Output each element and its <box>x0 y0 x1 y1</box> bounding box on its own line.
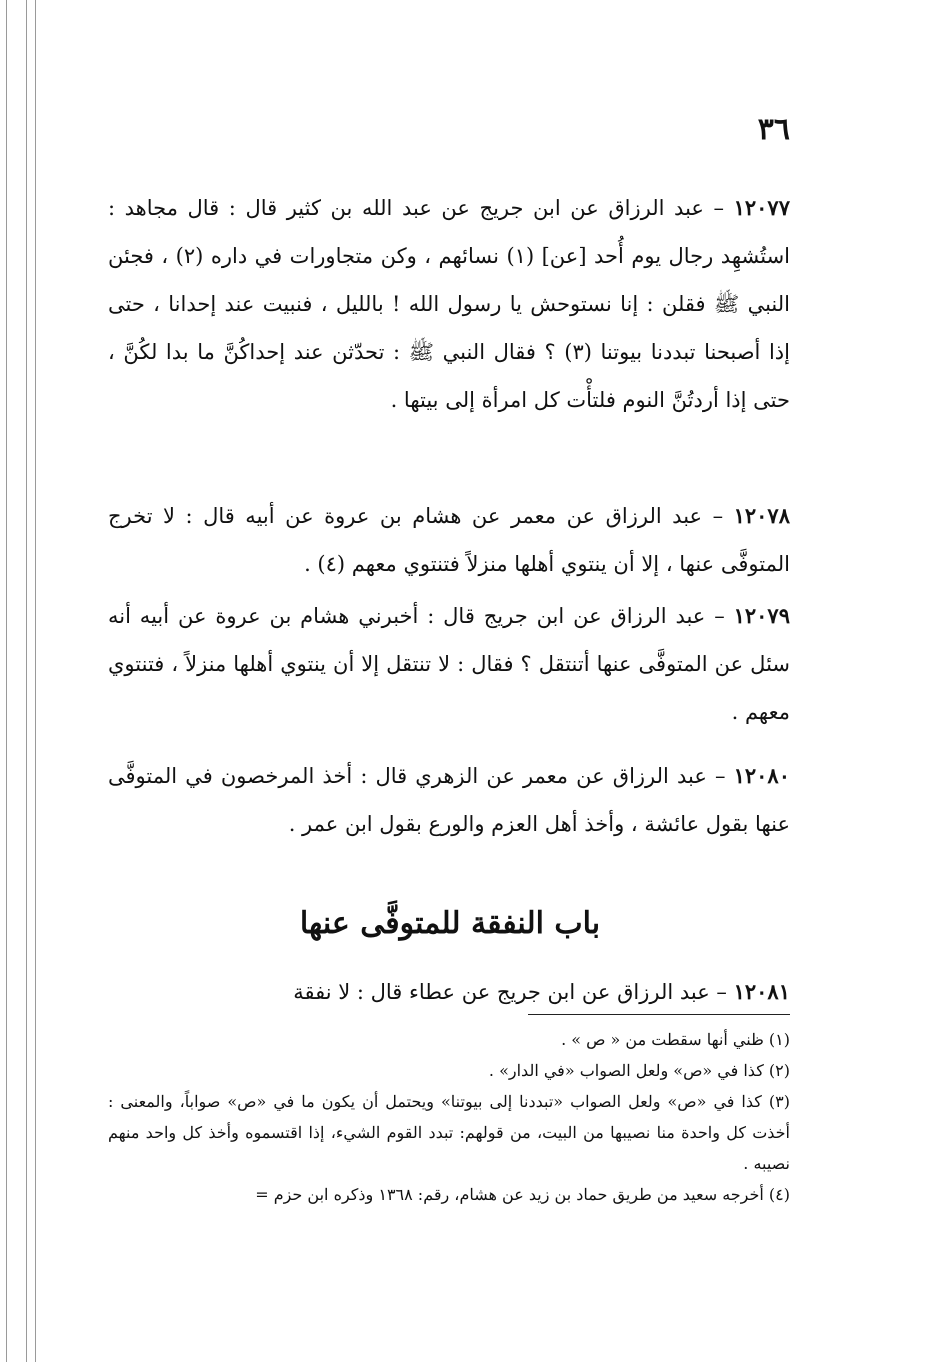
footnote-divider <box>528 1014 790 1015</box>
footnote: (٣) كذا في «ص» ولعل الصواب «تبددنا إلى بيوتنا» ويحتمل أن يكون ما في «ص» صواباً، والمعنى : أخذت كل واحدة منا نصيبها من البيت، من قولهم: تبدد القوم الشيء، إذا اقتسموه وأخذ كل واحد منهم نصيبه . <box>108 1092 791 1173</box>
entry-number: ١٢٠٨٠ <box>733 763 790 788</box>
page-number: ٣٦ <box>757 112 790 147</box>
footnote: (١) ظني أنها سقطت من « ص » . <box>561 1030 790 1049</box>
entry-paragraph <box>108 592 790 736</box>
scan-edge-line <box>35 0 36 1362</box>
scan-edge-line <box>26 0 27 1362</box>
book-page <box>100 0 800 1362</box>
footnote: (٢) كذا في «ص» ولعل الصواب «في الدار» . <box>488 1061 790 1080</box>
hadith-entry <box>108 492 790 588</box>
entry-paragraph <box>108 184 790 424</box>
entry-number: ١٢٠٧٧ <box>733 195 790 220</box>
entry-paragraph <box>108 968 790 1016</box>
entry-text: – عبد الرزاق عن ابن جريج عن عبد الله بن كثير قال : قال مجاهد : استُشهِد رجال يوم أُحد [عن] (١) نسائهم ، وكن متجاورات في داره (٢) ، فجئن النبي ﷺ فقلن : إنا نستوحش يا رسول الله ! بالليل ، فنبيت عند إحدانا ، حتى إذا أصبحنا تبددنا بيوتنا (٣) ؟ فقال النبي ﷺ : تحدّثن عند إحداكُنَّ ما بدا لكُنَّ ، حتى إذا أردتُنَّ النوم فلتأْت كل امرأة إلى بيتها . <box>108 196 790 412</box>
entry-text: – عبد الرزاق عن معمر عن هشام بن عروة عن أبيه قال : لا تخرج المتوفَّى عنها ، إلا أن ينتوي أهلها منزلاً فتنتوي معهم (٤) . <box>108 504 790 576</box>
footnotes-block <box>108 1024 790 1210</box>
entry-number: ١٢٠٧٩ <box>733 603 790 628</box>
hadith-entry <box>108 968 790 1016</box>
entry-number: ١٢٠٨١ <box>733 979 790 1004</box>
hadith-entry <box>108 592 790 736</box>
hadith-entry <box>108 184 790 424</box>
entry-text: – عبد الرزاق عن ابن جريج قال : أخبرني هشام بن عروة عن أبيه أنه سئل عن المتوفَّى عنها أتنتقل ؟ فقال : لا تنتقل إلا أن ينتوي أهلها منزلاً ، فتنتوي معهم . <box>108 604 790 724</box>
footnote: (٤) أخرجه سعيد من طريق حماد بن زيد عن هشام، رقم: ١٣٦٨ وذكره ابن حزم = <box>255 1185 790 1204</box>
entry-number: ١٢٠٧٨ <box>733 503 790 528</box>
scan-edge-line <box>6 0 7 1362</box>
entry-paragraph <box>108 752 790 848</box>
hadith-entry <box>108 752 790 848</box>
entry-paragraph <box>108 492 790 588</box>
entry-text: – عبد الرزاق عن ابن جريج عن عطاء قال : لا نفقة <box>293 980 734 1004</box>
entry-text: – عبد الرزاق عن معمر عن الزهري قال : أخذ المرخصون في المتوفَّى عنها بقول عائشة ، وأخذ أهل العزم والورع بقول ابن عمر . <box>108 764 790 836</box>
chapter-title: باب النفقة للمتوفَّى عنها <box>299 906 601 941</box>
